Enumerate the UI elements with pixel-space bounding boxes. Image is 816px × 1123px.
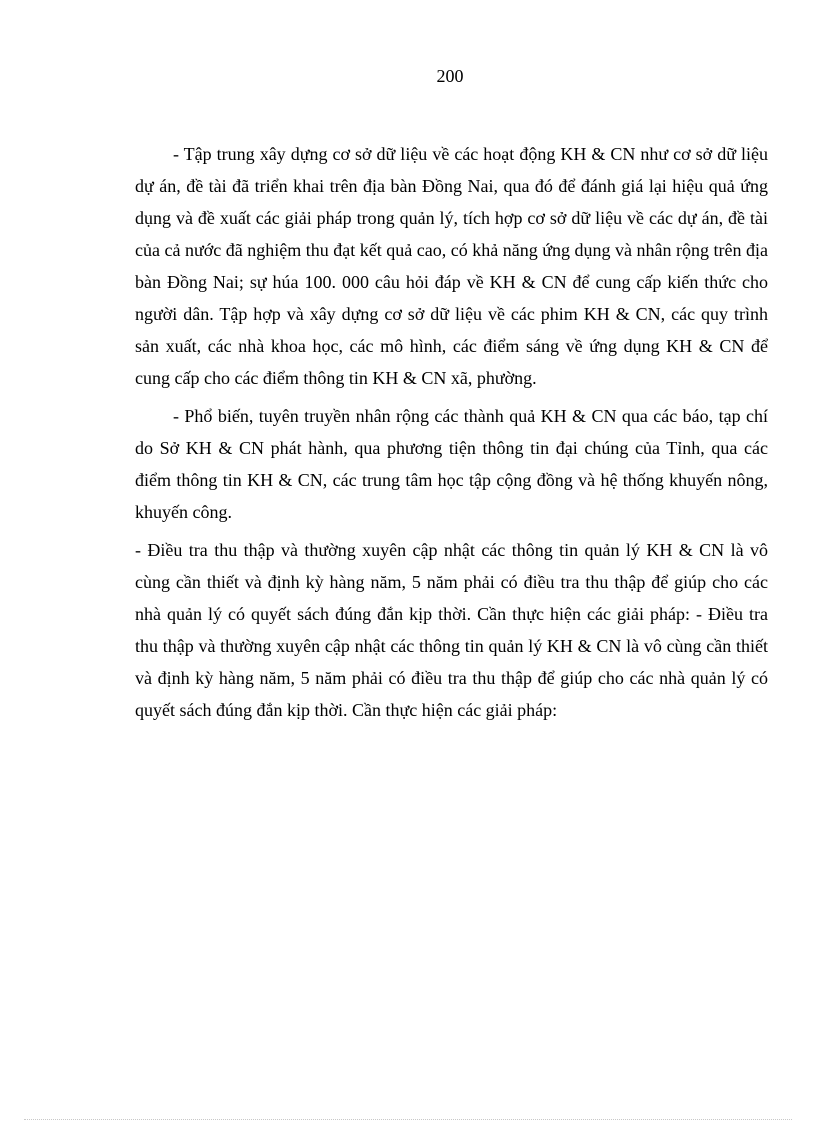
body-text — [135, 138, 768, 726]
paragraph-database-building: - Tập trung xây dựng cơ sở dữ liệu về các hoạt động KH & CN như cơ sở dữ liệu dự án, đề tài đã triển khai trên địa bàn Đồng Nai, qua đó để đánh giá lại hiệu quả ứng dụng và đề xuất các giải pháp trong quản lý, tích hợp cơ sở dữ liệu về các dự án, đề tài của cả nước đã nghiệm thu đạt kết quả cao, có khả năng ứng dụng và nhân rộng trên địa bàn Đồng Nai; sự húa 100. 000 câu hỏi đáp về KH & CN để cung cấp kiến thức cho người dân. Tập hợp và xây dựng cơ sở dữ liệu về các phim KH & CN, các quy trình sản xuất, các nhà khoa học, các mô hình, các điểm sáng về ứng dụng KH & CN để cung cấp cho các điểm thông tin KH & CN xã, phường. — [135, 144, 768, 388]
paragraph-dissemination: - Phổ biến, tuyên truyền nhân rộng các thành quả KH & CN qua các báo, tạp chí do Sở KH & CN phát hành, qua phương tiện thông tin đại chúng của Tỉnh, qua các điểm thông tin KH & CN, các trung tâm học tập cộng đồng và hệ thống khuyến nông, khuyến công. — [135, 406, 768, 522]
page-bottom-divider — [24, 1119, 792, 1120]
paragraph-survey-collection: - Điều tra thu thập và thường xuyên cập nhật các thông tin quản lý KH & CN là vô cùng cần thiết và định kỳ hàng năm, 5 năm phải có điều tra thu thập để giúp cho các nhà quản lý có quyết sách đúng đắn kịp thời. Cần thực hiện các giải pháp: - Điều tra thu thập và thường xuyên cập nhật các thông tin quản lý KH & CN là vô cùng cần thiết và định kỳ hàng năm, 5 năm phải có điều tra thu thập để giúp cho các nhà quản lý có quyết sách đúng đắn kịp thời. Cần thực hiện các giải pháp: — [135, 540, 768, 720]
page-number: 200 — [436, 66, 464, 86]
